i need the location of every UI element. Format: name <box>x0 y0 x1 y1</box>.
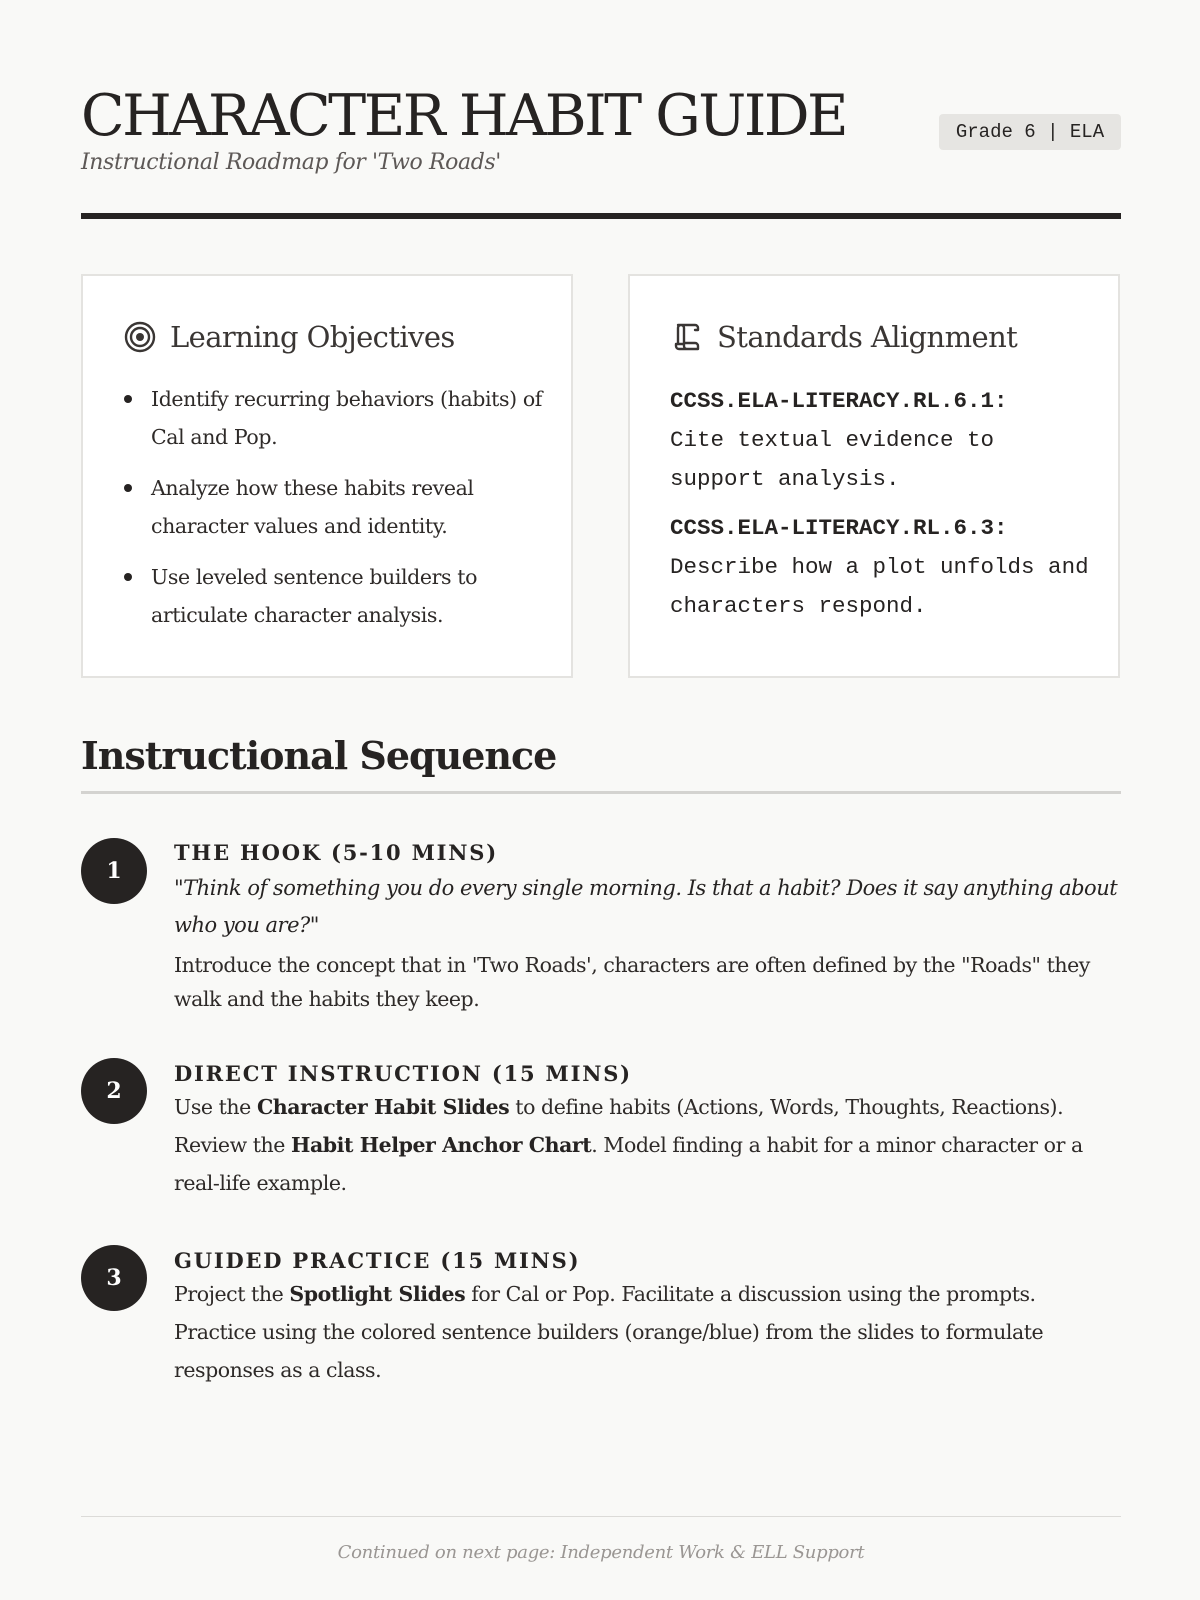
step-body <box>174 840 1121 1016</box>
target-icon <box>124 321 156 353</box>
step-body <box>174 1061 1121 1202</box>
step-heading: THE HOOK (5-10 MINS) <box>174 840 498 865</box>
standard-text: Cite textual evidence to support analysis. <box>670 427 995 492</box>
text-segment: . Model finding a habit for a minor character or a real-life example. <box>174 1133 1083 1195</box>
header-divider <box>81 213 1121 219</box>
objective-item: Analyze how these habits reveal character values and identity. <box>124 469 544 545</box>
step-heading: GUIDED PRACTICE (15 MINS) <box>174 1248 581 1273</box>
standards-list <box>670 382 1090 636</box>
page-subtitle: Instructional Roadmap for 'Two Roads' <box>81 150 501 175</box>
step-text <box>174 1275 1121 1389</box>
standards-card <box>628 274 1120 678</box>
standards-title: Standards Alignment <box>717 320 1018 354</box>
text-segment: Project the <box>174 1282 290 1306</box>
objectives-title: Learning Objectives <box>170 320 455 354</box>
objectives-list <box>124 380 544 647</box>
grade-badge: Grade 6 | ELA <box>939 114 1121 150</box>
footer-divider <box>81 1516 1121 1517</box>
scroll-icon <box>671 321 703 353</box>
step-number: 1 <box>81 838 147 904</box>
objective-item: Identify recurring behaviors (habits) of Cal and Pop. <box>124 380 544 456</box>
step-quote: "Think of something you do every single morning. Is that a habit? Does it say anything about who you are?" <box>174 876 1118 937</box>
resource-name: Spotlight Slides <box>289 1282 466 1306</box>
step-heading: DIRECT INSTRUCTION (15 MINS) <box>174 1061 632 1086</box>
resource-name: Character Habit Slides <box>256 1095 510 1119</box>
page-header <box>81 84 1121 220</box>
text-segment: Use the <box>174 1095 257 1119</box>
step-body <box>174 1248 1121 1389</box>
standard-text: Describe how a plot unfolds and characters respond. <box>670 554 1089 619</box>
sequence-divider <box>81 791 1121 794</box>
step-text: Introduce the concept that in 'Two Roads', characters are often defined by the "Roads" they walk and the habits they keep. <box>174 953 1090 1011</box>
step-number: 3 <box>81 1245 147 1311</box>
text-segment: for Cal or Pop. Facilitate a discussion using the prompts. Practice using the colored sentence builders (orange/blue) from the slides to formulate responses as a class. <box>174 1282 1044 1382</box>
objective-item: Use leveled sentence builders to articulate character analysis. <box>124 558 544 634</box>
standards-header <box>671 320 1017 354</box>
standard-item <box>670 509 1090 626</box>
standard-code: CCSS.ELA-LITERACY.RL.6.1: <box>670 388 1008 414</box>
page-title: CHARACTER HABIT GUIDE <box>81 83 847 149</box>
lesson-page <box>81 0 1121 1600</box>
standard-item <box>670 382 1090 499</box>
objectives-header <box>124 320 455 354</box>
text-segment: to define habits (Actions, Words, Thoughts, Reactions). Review the <box>174 1095 1064 1157</box>
footer-note: Continued on next page: Independent Work & ELL Support <box>337 1542 865 1563</box>
standard-code: CCSS.ELA-LITERACY.RL.6.3: <box>670 515 1008 541</box>
resource-name: Habit Helper Anchor Chart <box>291 1133 592 1157</box>
step-number: 2 <box>81 1058 147 1124</box>
step-text <box>174 1088 1121 1202</box>
sequence-title: Instructional Sequence <box>81 733 557 778</box>
objectives-card <box>81 274 573 678</box>
